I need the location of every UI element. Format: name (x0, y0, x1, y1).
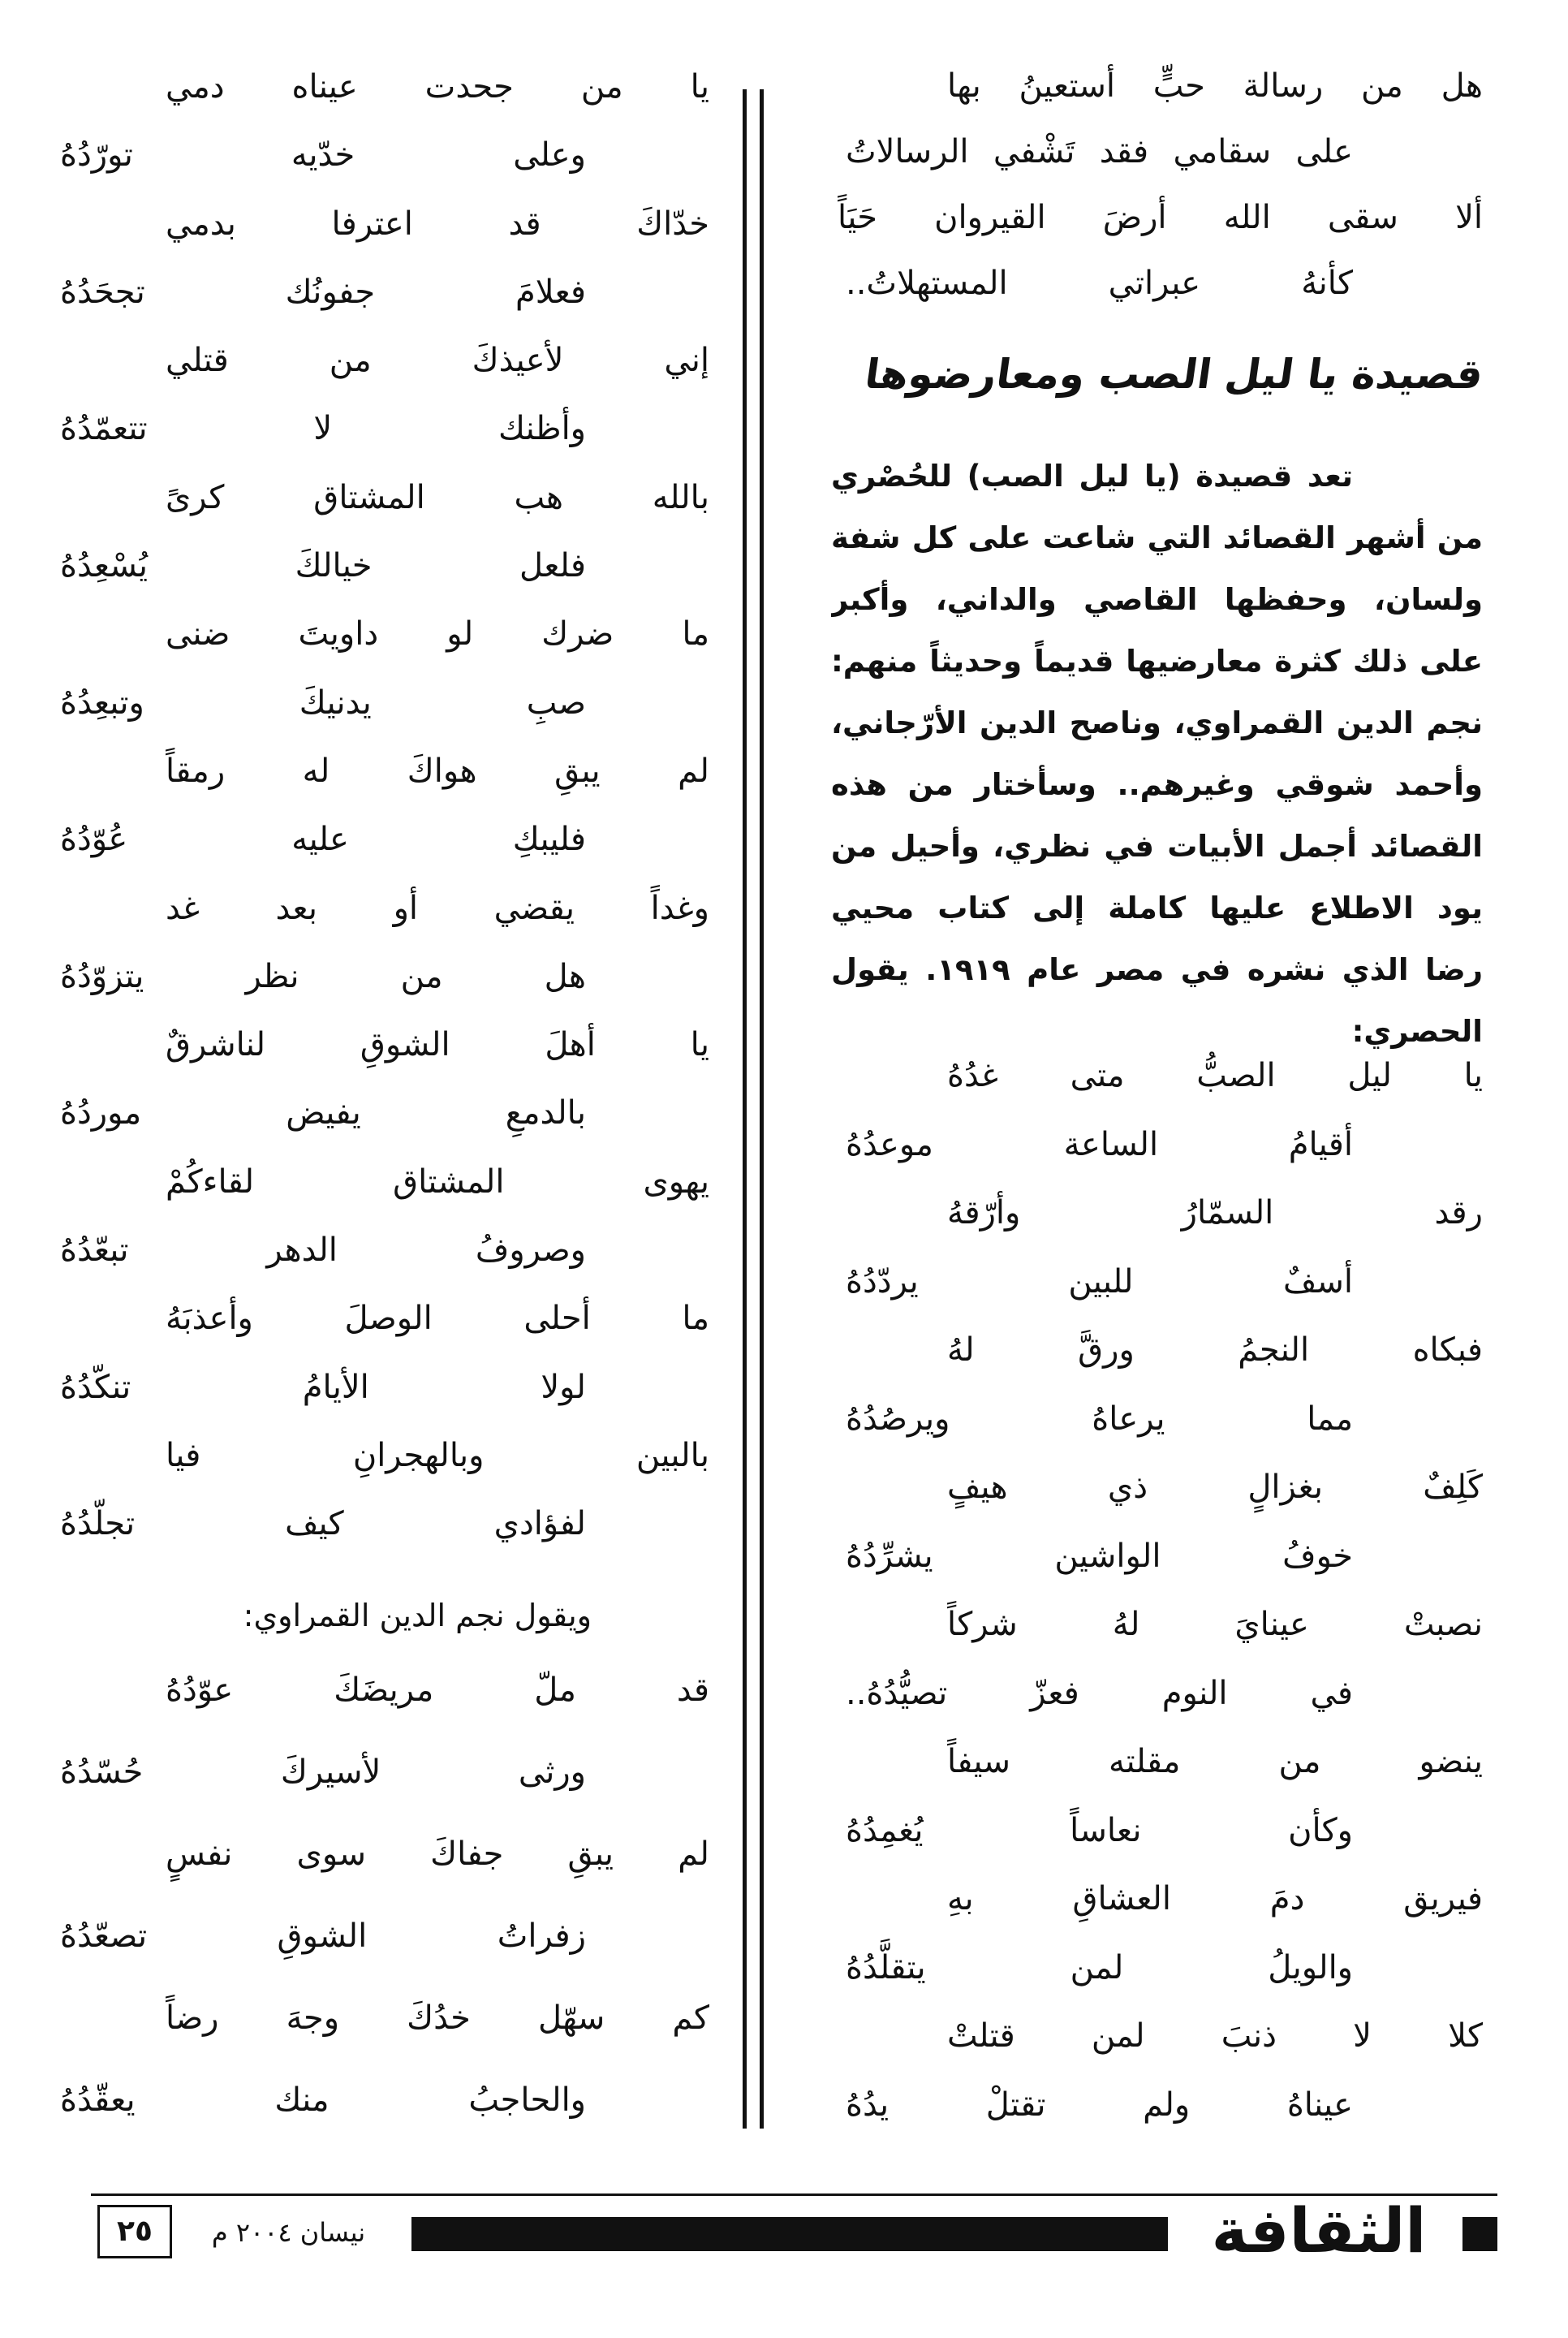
intro-line: وأحمد شوقي وغيرهم.. وسأختار من هذه (831, 767, 1483, 802)
poem-verse: زفراتُ الشوقِ تصعّدُهُ (60, 1917, 586, 1955)
poem-verse: فليبكِ عليه عُوّدُهُ (60, 821, 586, 859)
poem-verse: كم سهّل خدُكَ وجهَ رضاً (166, 1999, 709, 2037)
poem-verse: يا أهلَ الشوقِ لناشرقٌ (166, 1026, 709, 1064)
poem-verse: هل من نظر يتزوّدُهُ (60, 957, 586, 995)
qamrawi-intro: ويقول نجم الدين القمراوي: (243, 1598, 592, 1633)
opening-verse: كأنهُ عبراتي المستهلاتُ.. (846, 265, 1353, 302)
opening-verse: هل من رسالة حبٍّ أستعينُ بها (947, 67, 1483, 105)
poem-verse: والويلُ لمن يتقلَّدُهُ (846, 1948, 1353, 1986)
poem-verse: فلعل خيالكَ يُسْعِدُهُ (60, 547, 586, 585)
column-divider (743, 89, 747, 2129)
poem-verse: وكأن نعاساً يُغمِدُهُ (846, 1811, 1353, 1849)
poem-verse: بالبين وبالهجرانِ فيا (166, 1436, 709, 1474)
poem-verse: وعلى خدّيه تورّدُهُ (60, 136, 586, 175)
left-column (60, 0, 709, 2159)
poem-verse: وصروفُ الدهر تبعّدُهُ (60, 1232, 586, 1270)
intro-line: نجم الدين القمراوي، وناصح الدين الأرّجاني، (831, 705, 1483, 740)
poem-verse: ينضو من مقلته سيفاً (947, 1743, 1483, 1780)
poem-verse: أقيامُ الساعة موعدُهُ (846, 1125, 1353, 1163)
poem-verse: وغداً يقضي أو بعد غد (166, 889, 709, 927)
poem-verse: عيناهُ ولم تقتلْ يدُهُ (846, 2086, 1353, 2124)
poem-verse: نصبتْ عينايَ لهُ شركاً (947, 1606, 1483, 1643)
husri-poem-continued (60, 53, 709, 1559)
poem-verse: لم يبقِ جفاكَ سوى نفسٍ (166, 1835, 709, 1873)
intro-line: الحصري: (1351, 1014, 1483, 1049)
poem-verse: في النوم فعزّ تصيُّدُهُ.. (846, 1674, 1353, 1712)
poem-verse: فعلامَ جفونُك تجحَدُهُ (60, 273, 586, 311)
poem-verse: أسفٌ للبين يردّدُهُ (846, 1262, 1353, 1301)
intro-paragraph (831, 446, 1483, 1063)
poem-verse: ما ضرك لو داويتَ ضنى (166, 615, 709, 654)
opening-verse: على سقامي فقد تَشْفي الرسالاتُ (846, 133, 1353, 170)
issue-date: نيسان ٢٠٠٤ م (211, 2217, 366, 2248)
intro-line: يود الاطلاع عليها كاملة إلى كتاب محيي (831, 891, 1483, 925)
poem-verse: كلا لا ذنبَ لمن قتلتْ (947, 2017, 1483, 2055)
poem-verse: بالدمعِ يفيض موردُهُ (60, 1094, 586, 1132)
poem-verse: لولا الأيامُ تنكّدُهُ (60, 1368, 586, 1406)
opening-verses (831, 54, 1483, 317)
footer-bar (411, 2217, 1168, 2251)
opening-verse: ألا سقى الله أرضَ القيروان حَيَاً (838, 199, 1483, 236)
poem-verse: لم يبقِ هواكَ له رمقاً (166, 752, 709, 790)
poem-verse: لفؤادي كيف تجلّدُهُ (60, 1505, 586, 1543)
poem-verse: والحاجبُ منك يعقّدُهُ (60, 2081, 586, 2119)
intro-line: تعد قصيدة (يا ليل الصب) للحُصْري (831, 459, 1353, 494)
poem-verse: صبِ يدنيكَ وتبعِدُهُ (60, 684, 586, 722)
husri-poem (831, 1042, 1483, 2139)
qamrawi-poem (60, 1650, 709, 2142)
poem-verse: بالله هب المشتاق كرىً (166, 478, 709, 516)
intro-line: من أشهر القصائد التي شاعت على كل شفة (831, 520, 1483, 555)
poem-verse: ورثى لأسيركَ حُسّدُهُ (60, 1754, 586, 1791)
intro-line: القصائد أجمل الأبيات في نظري، وأحيل من (831, 829, 1483, 864)
poem-verse: خدّاكَ قد اعترفا بدمي (166, 205, 709, 243)
intro-line: على ذلك كثرة معارضيها قديماً وحديثاً منهم: (831, 644, 1483, 679)
poem-verse: فيريق دمَ العشاقِ بهِ (947, 1880, 1483, 1917)
section-heading: قصيدة يا ليل الصب ومعارضوها (862, 351, 1487, 398)
right-column (831, 0, 1487, 2159)
page-number: ٢٥ (97, 2205, 172, 2258)
poem-verse: كَلِفٌ بغزالٍ ذي هيفٍ (947, 1469, 1483, 1506)
poem-verse: رقد السمّارُ وأرّقهُ (947, 1194, 1483, 1232)
poem-verse: إني لأعيذكَ من قتلي (166, 342, 709, 380)
poem-verse: فبكاه النجمُ ورقَّ لهُ (947, 1331, 1483, 1369)
column-divider (760, 89, 764, 2129)
poem-verse: يهوى المشتاق لقاءكُمْ (166, 1163, 709, 1201)
poem-verse: قد ملّ مريضَكَ عوّدُهُ (166, 1672, 709, 1709)
magazine-logo: الثقافة (1211, 2194, 1427, 2267)
poem-verse: خوفُ الواشين يشرِّدُهُ (846, 1537, 1353, 1575)
poem-verse: يا ليل الصبُّ متى غدُهُ (947, 1057, 1483, 1094)
intro-line: رضا الذي نشره في مصر عام ١٩١٩. يقول (831, 952, 1483, 987)
footer-bar (1462, 2217, 1497, 2251)
poem-verse: ما أحلى الوصلَ وأعذبَهُ (166, 1300, 709, 1338)
intro-line: ولسان، وحفظها القاصي والداني، وأكبر (831, 582, 1483, 617)
poem-verse: وأظنك لا تتعمّدُهُ (60, 410, 586, 448)
poem-verse: يا من جحدت عيناه دمي (166, 68, 709, 106)
poem-verse: مما يرعاهُ ويرصُدُهُ (846, 1400, 1353, 1438)
